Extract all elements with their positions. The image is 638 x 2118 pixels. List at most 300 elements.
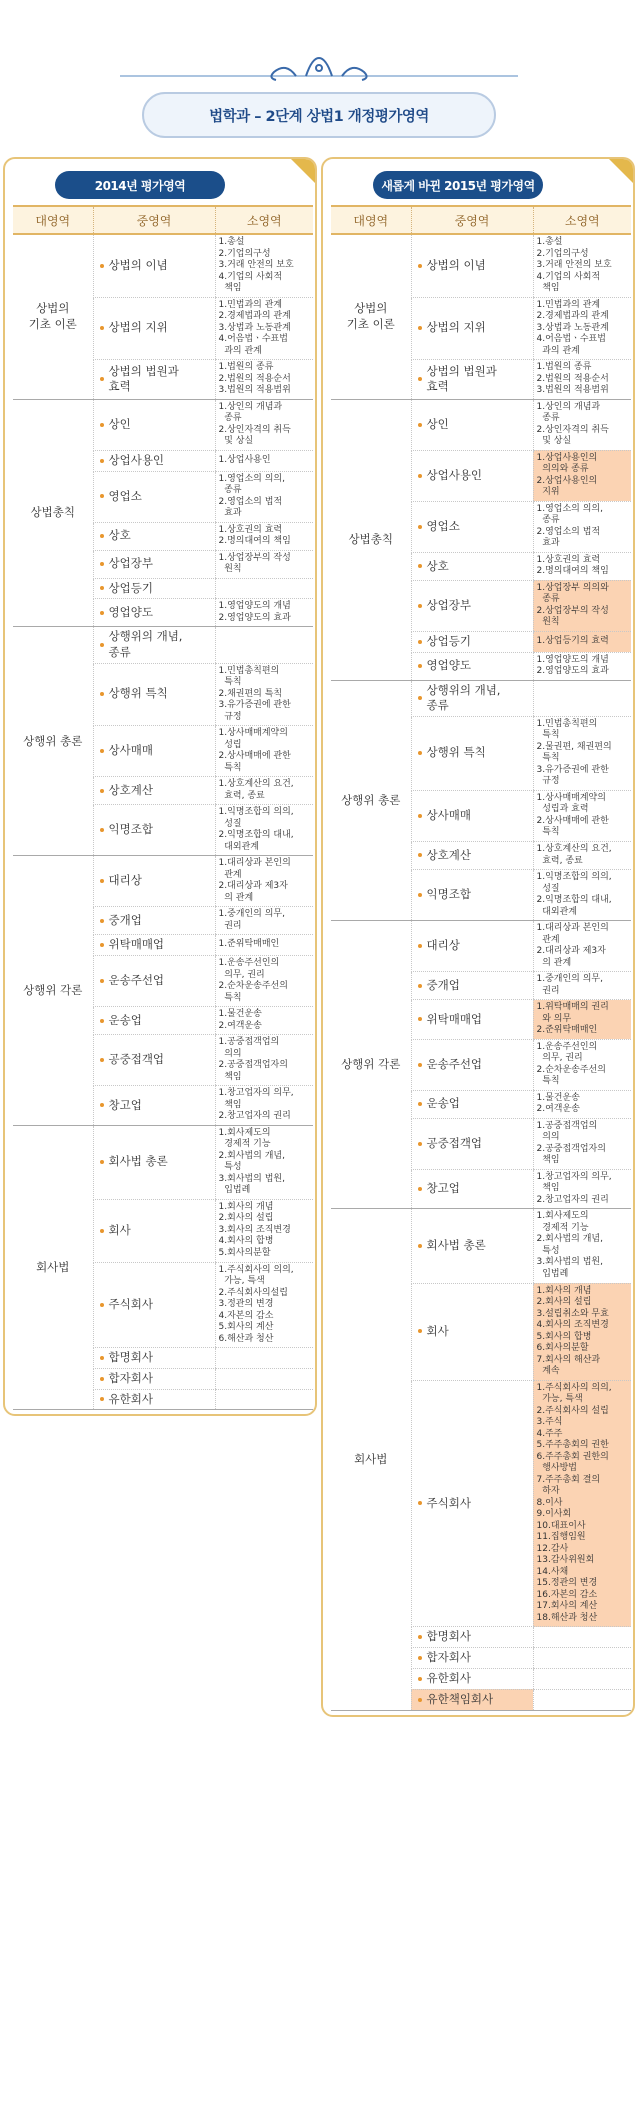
middle-area-label: 상법의 지위: [426, 320, 486, 335]
minor-area-text: 1.중개인의 의무, 권리: [536, 974, 603, 996]
table-row: [331, 399, 631, 450]
minor-area-text: 1.주식회사의 의의, 가능, 특색 2.주식회사의설립 3.정관의 변경 4.자본의 감소 5.회사의 계산 6.해산과 청산: [218, 1264, 294, 1344]
minor-area-text: 1.대리상과 본인의 관계 2.대리상과 제3자 의 관계: [218, 858, 291, 903]
bullet-dot-icon: [100, 534, 104, 538]
bullet-dot-icon: [100, 423, 104, 427]
middle-area-label: 상행위의 개념, 종류: [426, 682, 501, 713]
minor-area-cell: [533, 972, 631, 1000]
minor-area-text: 1.상업장부 의의와 종류 2.상업장부의 작성 원칙: [536, 582, 609, 628]
middle-area-cell: [411, 580, 533, 631]
bullet-dot-icon: [100, 879, 104, 883]
middle-area-cell: [411, 1669, 533, 1690]
middle-area-cell: [93, 360, 215, 400]
major-area-label: 회사법: [354, 1451, 388, 1466]
bullet-dot-icon: [418, 377, 422, 381]
minor-area-text: 1.법원의 종류 2.법원의 적용순서 3.법원의 적용범위: [536, 362, 609, 396]
major-area-label: 상법총칙: [348, 531, 393, 546]
major-area-label: 상행위 각론: [341, 1056, 401, 1071]
minor-area-text: 1.회사제도의 경제적 기능 2.회사법의 개념, 특성 3.회사법의 법원, 입법례: [536, 1211, 603, 1279]
middle-area-cell: [411, 1169, 533, 1209]
minor-area-cell: [215, 1368, 313, 1389]
middle-area-label: 대리상: [426, 938, 460, 953]
middle-area-cell: [411, 1627, 533, 1648]
minor-area-cell: [533, 1209, 631, 1283]
major-area-label: 상법의 기초 이론: [346, 301, 395, 331]
minor-area-cell: [215, 1199, 313, 1262]
minor-area-cell: [215, 1348, 313, 1369]
minor-area-cell: [215, 1262, 313, 1348]
minor-area-cell: [215, 578, 313, 599]
minor-area-cell: [215, 522, 313, 550]
minor-area-cell: [533, 790, 631, 841]
bullet-dot-icon: [100, 1377, 104, 1381]
header-middle: 중영역: [93, 206, 215, 234]
table-row: [13, 399, 313, 450]
middle-area-cell: [411, 716, 533, 790]
minor-area-text: 1.창고업자의 의무, 책임 2.창고업자의 권리: [536, 1171, 612, 1205]
table-2014: [13, 205, 313, 1410]
minor-area-cell: [533, 1283, 631, 1380]
minor-area-text: 1.상사매매계약의 성립 2.상사매매에 관한 특칙: [218, 728, 291, 773]
middle-area-label: 상인: [108, 416, 131, 431]
minor-area-text: 1.회사의 개념 2.회사의 설립 3.설립취소와 무효 4.회사의 조직변경 5.회사의 합병 6.회사의분할 7.회사의 해산과 계속: [536, 1285, 609, 1377]
minor-area-cell: [215, 1086, 313, 1126]
minor-area-cell: [215, 297, 313, 360]
major-area-label: 상행위 총론: [23, 733, 83, 748]
minor-area-cell: [215, 1007, 313, 1035]
header-middle: 중영역: [411, 206, 533, 234]
middle-area-label: 주식회사: [426, 1495, 471, 1510]
top-ornament: [0, 54, 638, 86]
bullet-dot-icon: [418, 423, 422, 427]
major-area-cell: [331, 680, 411, 920]
middle-area-label: 창고업: [108, 1097, 142, 1112]
minor-area-text: 1.물건운송 2.여객운송: [536, 1092, 580, 1115]
middle-area-label: 상호: [108, 528, 131, 543]
minor-area-cell: [533, 1118, 631, 1169]
minor-area-cell: [215, 471, 313, 522]
minor-area-cell: [215, 935, 313, 956]
middle-area-cell: [93, 522, 215, 550]
minor-area-cell: [533, 716, 631, 790]
major-area-cell: [331, 921, 411, 1209]
minor-area-cell: [215, 550, 313, 578]
minor-area-cell: [533, 921, 631, 972]
bullet-dot-icon: [418, 1244, 422, 1248]
minor-area-text: 1.영업양도의 개념 2.영업양도의 효과: [218, 601, 291, 623]
middle-area-label: 회사법 총론: [108, 1154, 168, 1169]
middle-area-cell: [411, 841, 533, 869]
minor-area-text: 1.상업사용인의 의의와 종류 2.상업사용인의 지위: [536, 452, 598, 498]
bullet-dot-icon: [100, 326, 104, 330]
middle-area-cell: [411, 1283, 533, 1380]
middle-area-cell: [93, 907, 215, 935]
middle-area-cell: [93, 805, 215, 856]
minor-area-text: 1.익명조합의 의의, 성질 2.익명조합의 대내, 대외관계: [536, 872, 612, 917]
minor-area-cell: [533, 1648, 631, 1669]
major-area-cell: [13, 399, 93, 627]
middle-area-label: 상업등기: [108, 580, 153, 595]
middle-area-label: 상사매매: [426, 808, 471, 823]
middle-area-cell: [411, 450, 533, 501]
minor-area-text: 1.영업소의 의의, 종류 2.영업소의 법적 효과: [536, 503, 603, 549]
middle-area-label: 주식회사: [108, 1296, 153, 1311]
minor-area-cell: [533, 680, 631, 716]
middle-area-cell: [411, 652, 533, 680]
middle-area-cell: [93, 956, 215, 1007]
table-row: [13, 856, 313, 907]
bullet-dot-icon: [100, 494, 104, 498]
bullet-dot-icon: [100, 586, 104, 590]
major-area-cell: [331, 399, 411, 680]
bullet-dot-icon: [418, 1677, 422, 1681]
middle-area-label: 합명회사: [108, 1350, 153, 1365]
middle-area-label: 익명조합: [108, 822, 153, 837]
middle-area-cell: [93, 450, 215, 471]
minor-area-cell: [533, 297, 631, 360]
minor-area-text: 1.공중접객업의 의의 2.공중접객업자의 책임: [536, 1120, 606, 1166]
minor-area-cell: [215, 907, 313, 935]
minor-area-cell: [215, 726, 313, 777]
minor-area-cell: [533, 1689, 631, 1710]
minor-area-text: 1.민법과의 관계 2.경제법과의 관계 3.상법과 노동관계 4.어음법ㆍ수표법 과의 관계: [536, 299, 609, 356]
major-area-cell: [13, 856, 93, 1126]
middle-area-cell: [93, 856, 215, 907]
middle-area-cell: [411, 870, 533, 921]
bullet-dot-icon: [418, 1142, 422, 1146]
panel-title-2015: 새롭게 바뀐 2015년 평가영역: [373, 171, 543, 199]
minor-area-cell: [533, 552, 631, 580]
minor-area-cell: [533, 234, 631, 297]
middle-area-cell: [93, 777, 215, 805]
minor-area-text: 1.위탁매매의 권리 와 의무 2.준위탁매매인: [536, 1002, 609, 1036]
middle-area-label: 상법의 법원과 효력: [108, 363, 179, 394]
bullet-dot-icon: [100, 943, 104, 947]
bullet-dot-icon: [418, 564, 422, 568]
middle-area-cell: [93, 1368, 215, 1389]
bullet-dot-icon: [100, 1058, 104, 1062]
minor-area-text: 1.대리상과 본인의 관계 2.대리상과 제3자 의 관계: [536, 923, 609, 968]
bullet-dot-icon: [418, 853, 422, 857]
bullet-dot-icon: [100, 979, 104, 983]
minor-area-text: 1.상사매매계약의 성립과 효력 2.상사매매에 관한 특칙: [536, 792, 609, 838]
middle-area-cell: [411, 501, 533, 552]
middle-area-cell: [411, 552, 533, 580]
middle-area-label: 대리상: [108, 873, 142, 888]
middle-area-label: 상법의 지위: [108, 320, 168, 335]
middle-area-label: 운송주선업: [426, 1056, 483, 1071]
middle-area-label: 중개업: [108, 912, 142, 927]
panel-title-2014: 2014년 평가영역: [55, 171, 225, 199]
middle-area-cell: [411, 1689, 533, 1710]
middle-area-cell: [93, 1086, 215, 1126]
minor-area-text: 1.상호계산의 요건, 효력, 종료: [218, 779, 294, 801]
middle-area-label: 위탁매매업: [108, 937, 165, 952]
middle-area-label: 운송업: [108, 1012, 142, 1027]
middle-area-cell: [411, 1209, 533, 1283]
middle-area-label: 상호: [426, 558, 449, 573]
minor-area-text: 1.상업사용인: [218, 454, 271, 465]
middle-area-label: 합자회사: [108, 1370, 153, 1385]
middle-area-label: 공중접객업: [426, 1135, 483, 1150]
middle-area-label: 회사: [426, 1323, 449, 1338]
middle-area-label: 상호계산: [426, 847, 471, 862]
panel-corner-tab: [291, 159, 315, 183]
middle-area-label: 유한회사: [426, 1671, 471, 1686]
minor-area-cell: [533, 631, 631, 652]
bullet-dot-icon: [418, 893, 422, 897]
bullet-dot-icon: [100, 1397, 104, 1401]
bullet-dot-icon: [418, 1063, 422, 1067]
bullet-dot-icon: [418, 664, 422, 668]
table-2015: [331, 205, 631, 1711]
middle-area-label: 위탁매매업: [426, 1011, 483, 1026]
minor-area-text: 1.민법총칙편의 특칙 2.채권편의 특칙 3.유가증권에 관한 규정: [218, 665, 291, 722]
bullet-dot-icon: [418, 696, 422, 700]
minor-area-cell: [215, 1389, 313, 1410]
middle-area-cell: [93, 550, 215, 578]
minor-area-text: 1.회사의 개념 2.회사의 설립 3.회사의 조직변경 4.회사의 합병 5.회사의분할: [218, 1201, 291, 1258]
minor-area-text: 1.법원의 종류 2.법원의 적용순서 3.법원의 적용범위: [218, 362, 291, 396]
middle-area-cell: [411, 1039, 533, 1090]
middle-area-cell: [93, 1262, 215, 1348]
bullet-dot-icon: [418, 1187, 422, 1191]
middle-area-cell: [411, 921, 533, 972]
bullet-dot-icon: [418, 640, 422, 644]
minor-area-cell: [533, 1000, 631, 1040]
middle-area-cell: [93, 1348, 215, 1369]
minor-area-cell: [533, 360, 631, 400]
middle-area-cell: [411, 399, 533, 450]
minor-area-text: 1.총설 2.기업의구성 3.거래 안전의 보호 4.기업의 사회적 책임: [536, 237, 612, 294]
middle-area-cell: [411, 297, 533, 360]
major-area-label: 상행위 총론: [341, 792, 401, 807]
minor-area-text: 1.익명조합의 의의, 성질 2.익명조합의 대내, 대외관계: [218, 807, 294, 852]
middle-area-label: 상사매매: [108, 743, 153, 758]
middle-area-label: 상업등기: [426, 633, 471, 648]
minor-area-cell: [215, 399, 313, 450]
minor-area-text: 1.운송주선인의 의무, 권리 2.순차운송주선의 특칙: [218, 958, 288, 1003]
bullet-dot-icon: [100, 749, 104, 753]
minor-area-cell: [533, 1039, 631, 1090]
table-row: [13, 234, 313, 297]
header-major: 대영역: [13, 206, 93, 234]
table-row: [331, 234, 631, 297]
middle-area-label: 유한회사: [108, 1391, 153, 1406]
table-row: [13, 1125, 313, 1199]
minor-area-cell: [533, 1627, 631, 1648]
middle-area-label: 유한책임회사: [426, 1691, 494, 1706]
middle-area-label: 영업양도: [426, 658, 471, 673]
bullet-dot-icon: [100, 1103, 104, 1107]
minor-area-text: 1.상인의 개념과 종류 2.상인자격의 취득 및 상실: [218, 401, 291, 447]
major-area-label: 상법총칙: [30, 505, 75, 520]
minor-area-text: 1.상업등기의 효력: [536, 636, 609, 647]
middle-area-label: 상행위 특칙: [108, 686, 168, 701]
minor-area-text: 1.공중접객업의 의의 2.공중접객업자의 책임: [218, 1037, 288, 1082]
minor-area-cell: [215, 1035, 313, 1086]
bullet-dot-icon: [100, 1356, 104, 1360]
minor-area-cell: [533, 399, 631, 450]
bullet-dot-icon: [418, 264, 422, 268]
minor-area-text: 1.상호계산의 요건, 효력, 종료: [536, 843, 612, 866]
minor-area-cell: [533, 1669, 631, 1690]
middle-area-cell: [93, 1007, 215, 1035]
minor-area-cell: [533, 841, 631, 869]
minor-area-cell: [215, 234, 313, 297]
minor-area-text: 1.민법과의 관계 2.경제법과의 관계 3.상법과 노동관계 4.어음법ㆍ수표법 과의 관계: [218, 299, 291, 356]
middle-area-cell: [93, 471, 215, 522]
middle-area-label: 상법의 이념: [108, 257, 168, 272]
middle-area-cell: [93, 399, 215, 450]
middle-area-cell: [411, 1000, 533, 1040]
major-area-cell: [331, 1209, 411, 1710]
bullet-dot-icon: [100, 789, 104, 793]
middle-area-label: 회사: [108, 1222, 131, 1237]
middle-area-label: 상업사용인: [108, 452, 165, 467]
middle-area-cell: [411, 360, 533, 400]
minor-area-cell: [533, 1169, 631, 1209]
bullet-dot-icon: [100, 692, 104, 696]
bullet-dot-icon: [418, 474, 422, 478]
page-title: 법학과 – 2단계 상법1 개정평가영역: [142, 92, 496, 138]
minor-area-cell: [533, 501, 631, 552]
middle-area-cell: [93, 1199, 215, 1262]
bullet-dot-icon: [100, 611, 104, 615]
major-area-label: 회사법: [36, 1259, 70, 1274]
minor-area-cell: [533, 870, 631, 921]
minor-area-text: 1.중개인의 의무, 권리: [218, 909, 285, 931]
bullet-dot-icon: [418, 944, 422, 948]
minor-area-text: 1.총설 2.기업의구성 3.거래 안전의 보호 4.기업의 사회적 책임: [218, 237, 294, 294]
middle-area-cell: [93, 1125, 215, 1199]
minor-area-text: 1.회사제도의 경제적 기능 2.회사법의 개념, 특성 3.회사법의 법원, 입법례: [218, 1127, 285, 1196]
middle-area-label: 운송업: [426, 1096, 460, 1111]
bullet-dot-icon: [100, 459, 104, 463]
middle-area-label: 창고업: [426, 1181, 460, 1196]
middle-area-cell: [411, 1118, 533, 1169]
middle-area-label: 합명회사: [426, 1629, 471, 1644]
bullet-dot-icon: [100, 828, 104, 832]
minor-area-cell: [215, 856, 313, 907]
major-area-cell: [13, 627, 93, 856]
major-area-label: 상행위 각론: [23, 982, 83, 997]
bullet-dot-icon: [418, 751, 422, 755]
bullet-dot-icon: [418, 1698, 422, 1702]
minor-area-text: 1.영업소의 의의, 종류 2.영업소의 법적 효과: [218, 473, 285, 519]
header-minor: 소영역: [215, 206, 313, 234]
bullet-dot-icon: [100, 264, 104, 268]
minor-area-text: 1.상인의 개념과 종류 2.상인자격의 취득 및 상실: [536, 401, 609, 447]
minor-area-cell: [215, 777, 313, 805]
middle-area-label: 상법의 법원과 효력: [426, 363, 497, 394]
bullet-dot-icon: [100, 1019, 104, 1023]
minor-area-cell: [533, 652, 631, 680]
table-row: [13, 627, 313, 663]
middle-area-label: 영업소: [108, 488, 142, 503]
middle-area-label: 영업양도: [108, 605, 153, 620]
middle-area-label: 영업소: [426, 518, 460, 533]
bullet-dot-icon: [100, 1303, 104, 1307]
middle-area-cell: [411, 234, 533, 297]
middle-area-label: 상행위의 개념, 종류: [108, 629, 183, 659]
middle-area-label: 상업장부: [108, 556, 153, 571]
minor-area-cell: [215, 956, 313, 1007]
minor-area-text: 1.상호권의 효력 2.명의대여의 책임: [536, 554, 609, 577]
bullet-dot-icon: [100, 643, 104, 647]
middle-area-cell: [93, 297, 215, 360]
middle-area-cell: [93, 663, 215, 726]
minor-area-cell: [215, 1125, 313, 1199]
middle-area-label: 공중접객업: [108, 1052, 165, 1067]
header-minor: 소영역: [533, 206, 631, 234]
bullet-dot-icon: [418, 326, 422, 330]
middle-area-label: 합자회사: [426, 1650, 471, 1665]
middle-area-cell: [411, 1380, 533, 1627]
minor-area-text: 1.상호권의 효력 2.명의대여의 책임: [218, 524, 291, 547]
middle-area-label: 상업장부: [426, 598, 471, 613]
middle-area-cell: [93, 726, 215, 777]
minor-area-cell: [533, 580, 631, 631]
minor-area-text: 1.주식회사의 의의, 가능, 특색 2.주식회사의 설립 3.주식 4.주주 5.주주총회의 권한 6.주주총회 권한의 행사방법 7.주주총회 결의 하자 8.이사 9.이사회 10.대표이사 11.집행임원 12.감사 13.감사위원회 14.사채 15.정관의 변경 16.자본의 감소 17.회사의 계산 18.해산과 청산: [536, 1382, 612, 1623]
bullet-dot-icon: [100, 562, 104, 566]
table-row: [331, 921, 631, 972]
middle-area-label: 상인: [426, 416, 449, 431]
middle-area-cell: [93, 935, 215, 956]
middle-area-label: 상호계산: [108, 782, 153, 797]
middle-area-cell: [411, 631, 533, 652]
minor-area-text: 1.준위탁매매인: [218, 939, 280, 950]
bullet-dot-icon: [418, 1656, 422, 1660]
minor-area-cell: [215, 450, 313, 471]
table-row: [331, 680, 631, 716]
middle-area-cell: [93, 599, 215, 627]
middle-area-label: 상법의 이념: [426, 257, 486, 272]
minor-area-cell: [215, 599, 313, 627]
minor-area-cell: [215, 805, 313, 856]
bullet-dot-icon: [100, 1229, 104, 1233]
bullet-dot-icon: [100, 377, 104, 381]
minor-area-cell: [215, 663, 313, 726]
bullet-dot-icon: [418, 1017, 422, 1021]
minor-area-text: 1.운송주선인의 의무, 권리 2.순차운송주선의 특칙: [536, 1041, 606, 1087]
middle-area-cell: [93, 1389, 215, 1410]
bullet-dot-icon: [418, 1635, 422, 1639]
middle-area-cell: [411, 1090, 533, 1118]
minor-area-text: 1.물건운송 2.여객운송: [218, 1009, 262, 1031]
major-area-cell: [13, 1125, 93, 1410]
bullet-dot-icon: [418, 814, 422, 818]
minor-area-cell: [533, 1090, 631, 1118]
major-area-label: 상법의 기초 이론: [28, 301, 77, 331]
middle-area-cell: [411, 972, 533, 1000]
middle-area-label: 익명조합: [426, 887, 471, 902]
bullet-dot-icon: [418, 525, 422, 529]
minor-area-text: 1.민법총칙편의 특칙 2.물권편, 채권편의 특칙 3.유가증권에 관한 규정: [536, 718, 612, 787]
major-area-cell: [13, 234, 93, 399]
bullet-dot-icon: [418, 604, 422, 608]
bullet-dot-icon: [100, 919, 104, 923]
minor-area-text: 1.상업장부의 작성 원칙: [218, 552, 291, 575]
bullet-dot-icon: [100, 1160, 104, 1164]
minor-area-cell: [533, 1380, 631, 1627]
middle-area-cell: [411, 1648, 533, 1669]
minor-area-cell: [533, 450, 631, 501]
middle-area-cell: [93, 578, 215, 599]
table-row: [331, 1209, 631, 1283]
middle-area-cell: [93, 1035, 215, 1086]
bullet-dot-icon: [418, 984, 422, 988]
